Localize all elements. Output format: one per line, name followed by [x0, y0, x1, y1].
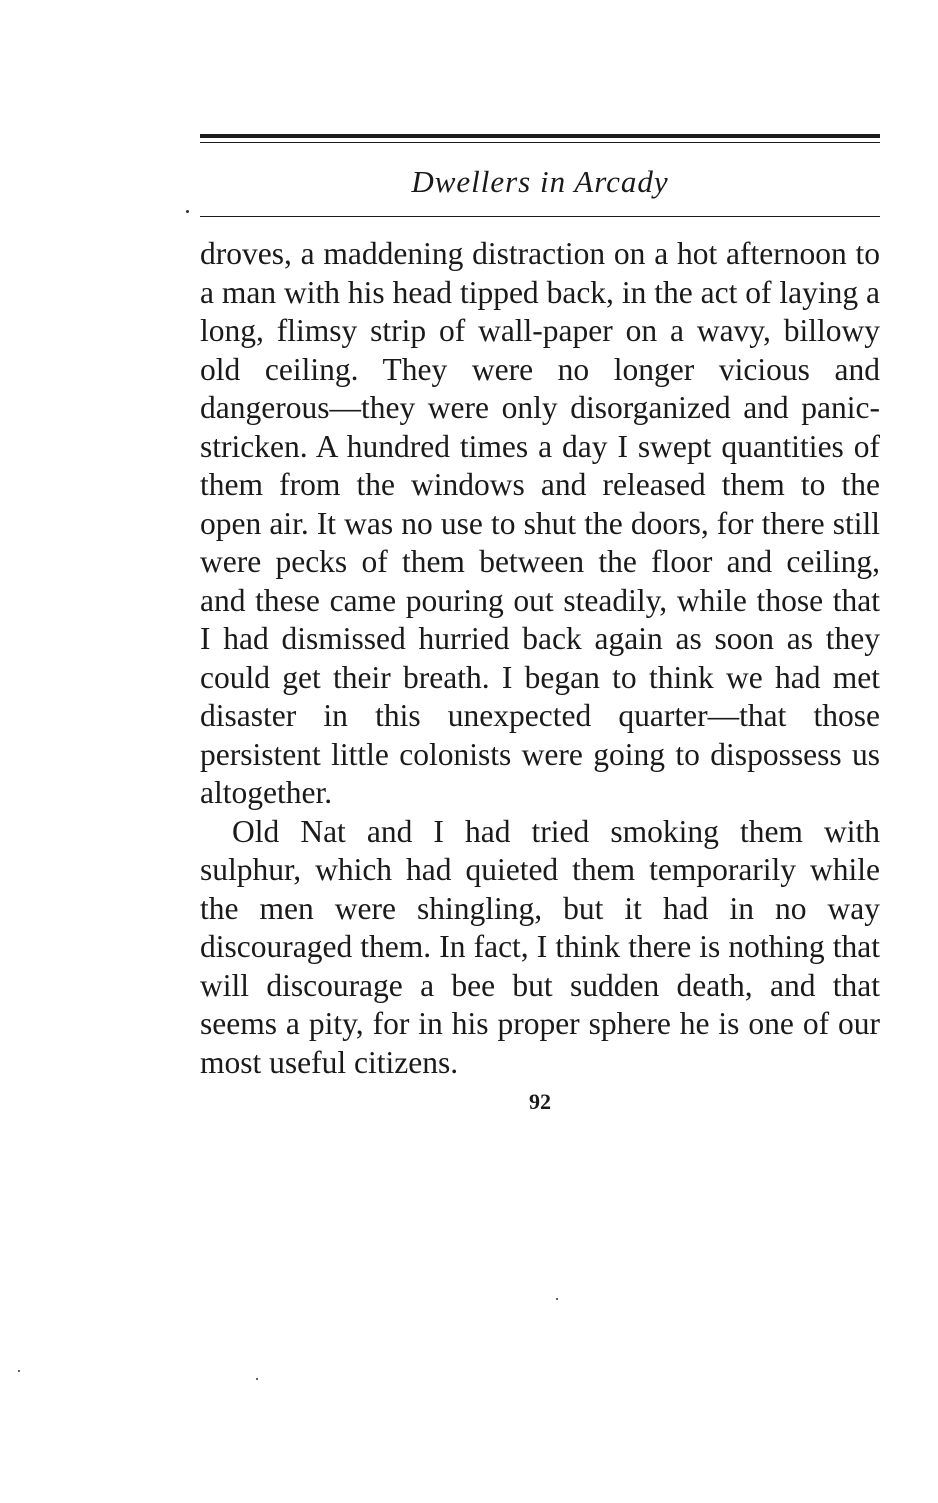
- dust-speck: [256, 1378, 258, 1380]
- running-head-rule: [200, 216, 880, 217]
- page-number: 92: [529, 1089, 551, 1114]
- body-text: [200, 235, 880, 1082]
- dust-speck: [556, 1298, 558, 1300]
- paragraph-2: Old Nat and I had tried smoking them with sulphur, which had quieted them temporarily while the men were shingling, but it had in no way discouraged them. In fact, I think there is nothing that will discourage a bee but sudden death, and that seems a pity, for in his proper sphere he is one of our most useful citizens.: [200, 813, 880, 1080]
- dust-speck: [186, 210, 189, 213]
- dust-speck: [18, 1370, 20, 1372]
- header-rule-thin: [200, 142, 880, 143]
- paragraph-1: droves, a maddening distraction on a hot afternoon to a man with his head tipped back, in the act of laying a long, flimsy strip of wall-paper on a wavy, billowy old ceiling. They were no longer vicious and dangerous—they were only disorganized and panic-stricken. A hundred times a day I swept quantities of them from the windows and released them to the open air. It was no use to shut the doors, for there still were pecks of them between the floor and ceiling, and these came pouring out steadily, while those that I had dismissed hurried back again as soon as they could get their breath. I began to think we had met disaster in this unexpected quarter—that those persistent little colonists were going to dispossess us altogether.: [200, 236, 880, 810]
- running-head: Dwellers in Arcady: [411, 164, 669, 199]
- book-page: [200, 134, 880, 1116]
